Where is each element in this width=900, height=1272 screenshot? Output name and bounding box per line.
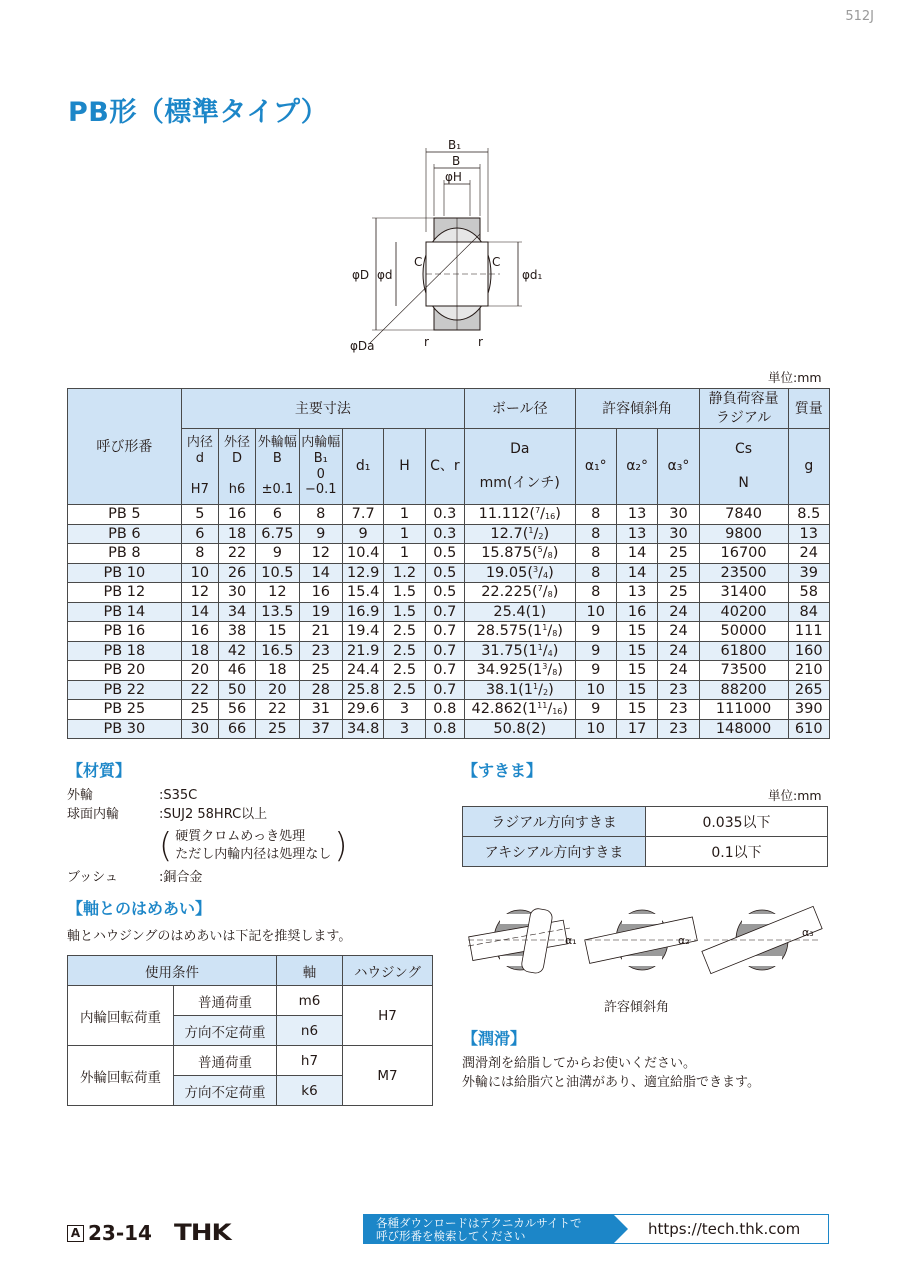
cell-H: 3 (384, 700, 425, 720)
cell-g: 111 (788, 622, 829, 642)
cell-D: 50 (218, 680, 255, 700)
header-ball: ボール径 (464, 389, 575, 429)
inner-ring-value: :SUJ2 58HRC以上 (159, 807, 268, 822)
header-inner-dia: 内径 d H7 (181, 429, 218, 505)
cell-d: 16 (181, 622, 218, 642)
axial-label: アキシアル方向すきま (463, 837, 646, 867)
cell-cr: 0.3 (425, 524, 464, 544)
radial-value: 0.035以下 (646, 807, 828, 837)
cell-name: PB 5 (68, 505, 182, 525)
cell-d: 30 (181, 719, 218, 739)
cell-cs: 16700 (699, 544, 788, 564)
cell-g: 24 (788, 544, 829, 564)
cell-D: 66 (218, 719, 255, 739)
header-a3: α₃° (658, 429, 699, 505)
clearance-unit: 単位:mm (768, 788, 822, 803)
cell-da: $22.225(^7/_8)$ (464, 583, 575, 603)
cell-d1: 21.9 (343, 641, 384, 661)
cell-cr: 0.5 (425, 583, 464, 603)
cell-da: $15.875(^5/_8)$ (464, 544, 575, 564)
section-badge: A (67, 1225, 84, 1242)
note-line2: ただし内輪内径は処理なし (175, 847, 332, 862)
cell-a1: 10 (575, 680, 616, 700)
tilt-a1-label: α₁ (565, 934, 577, 947)
fit-header-condition: 使用条件 (68, 956, 277, 986)
cell-a3: 25 (658, 544, 699, 564)
header-a1: α₁° (575, 429, 616, 505)
fit-inner-normal-shaft: m6 (277, 986, 343, 1016)
page-number: 23-14 (88, 1221, 152, 1245)
cell-H: 1 (384, 524, 425, 544)
cell-a3: 23 (658, 719, 699, 739)
cell-H: 2.5 (384, 680, 425, 700)
cell-da: $38.1(1^1/_2)$ (464, 680, 575, 700)
outer-ring-value: :S35C (159, 788, 198, 803)
cell-H: 3 (384, 719, 425, 739)
cell-name: PB 30 (68, 719, 182, 739)
cell-name: PB 10 (68, 563, 182, 583)
fit-description: 軸とハウジングのはめあいは下記を推奨します。 (67, 929, 352, 944)
cell-g: 160 (788, 641, 829, 661)
cell-d1: 9 (343, 524, 384, 544)
cell-B: 18 (256, 661, 299, 681)
bushing-label: ブッシュ (67, 870, 118, 885)
cell-d: 20 (181, 661, 218, 681)
cell-a1: 9 (575, 700, 616, 720)
cell-name: PB 16 (68, 622, 182, 642)
fit-heading: 【軸とのはめあい】 (67, 899, 212, 918)
cell-da: $28.575(1^1/_8)$ (464, 622, 575, 642)
cell-a2: 17 (616, 719, 657, 739)
header-mass: 質量 (788, 389, 829, 429)
cell-cs: 88200 (699, 680, 788, 700)
header-inner-width: 内輪幅 B₁ 0 −0.1 (299, 429, 342, 505)
cell-a2: 15 (616, 622, 657, 642)
cell-d: 5 (181, 505, 218, 525)
cell-g: 84 (788, 602, 829, 622)
page-code: 512J (845, 9, 874, 24)
table-row (68, 505, 830, 525)
cell-name: PB 25 (68, 700, 182, 720)
lube-line2: 外輪には給脂穴と油溝があり、適宜給脂できます。 (462, 1075, 760, 1090)
cell-d: 22 (181, 680, 218, 700)
header-outer-width: 外輪幅 B ±0.1 (256, 429, 299, 505)
outer-ring-label: 外輪 (67, 788, 94, 803)
cell-cr: 0.8 (425, 719, 464, 739)
cell-d1: 12.9 (343, 563, 384, 583)
fit-outer-indet: 方向不定荷重 (174, 1076, 277, 1106)
bushing-value: :銅合金 (159, 870, 203, 885)
table-row (68, 544, 830, 564)
cell-a1: 9 (575, 641, 616, 661)
label-phi-h: φH (445, 170, 462, 184)
fit-outer-normal-shaft: h7 (277, 1046, 343, 1076)
cell-B: 25 (256, 719, 299, 739)
tilt-a3-label: α₃ (802, 926, 814, 939)
cell-d1: 10.4 (343, 544, 384, 564)
fit-outer-indet-shaft: k6 (277, 1076, 343, 1106)
cell-B: 6.75 (256, 524, 299, 544)
cell-name: PB 22 (68, 680, 182, 700)
cell-cs: 31400 (699, 583, 788, 603)
cell-d1: 15.4 (343, 583, 384, 603)
header-a2: α₂° (616, 429, 657, 505)
cell-a2: 13 (616, 505, 657, 525)
cell-a2: 15 (616, 680, 657, 700)
cell-a1: 9 (575, 661, 616, 681)
label-phi-D: φD (352, 268, 370, 282)
tilt-a1 (468, 907, 577, 974)
cell-a2: 16 (616, 602, 657, 622)
label-phi-d: φd (377, 268, 393, 282)
cell-a1: 8 (575, 544, 616, 564)
cell-B1: 37 (299, 719, 342, 739)
header-cs: Cs N (699, 429, 788, 505)
header-main-dims: 主要寸法 (181, 389, 464, 429)
clearance-table (462, 806, 828, 867)
cell-d1: 24.4 (343, 661, 384, 681)
cell-da: 50.8(2) (464, 719, 575, 739)
cell-cs: 73500 (699, 661, 788, 681)
table-row (68, 602, 830, 622)
cell-d1: 29.6 (343, 700, 384, 720)
cell-cs: 148000 (699, 719, 788, 739)
download-text: 各種ダウンロードはテクニカルサイトで 呼び形番を検索してください (364, 1215, 614, 1243)
cell-cs: 50000 (699, 622, 788, 642)
cell-d: 14 (181, 602, 218, 622)
cell-B: 16.5 (256, 641, 299, 661)
cell-cs: 40200 (699, 602, 788, 622)
lube-line1: 潤滑剤を給脂してからお使いください。 (462, 1056, 697, 1071)
cell-g: 39 (788, 563, 829, 583)
cell-H: 2.5 (384, 661, 425, 681)
cell-a2: 15 (616, 641, 657, 661)
cell-d1: 19.4 (343, 622, 384, 642)
cell-d1: 7.7 (343, 505, 384, 525)
table-row (68, 524, 830, 544)
material-section (67, 786, 348, 887)
fit-inner-housing: H7 (343, 986, 433, 1046)
cell-a3: 24 (658, 602, 699, 622)
cell-d: 10 (181, 563, 218, 583)
cell-D: 38 (218, 622, 255, 642)
cell-D: 18 (218, 524, 255, 544)
cell-B1: 8 (299, 505, 342, 525)
thk-logo: THK (173, 1220, 231, 1246)
cell-cr: 0.7 (425, 661, 464, 681)
cell-a2: 15 (616, 661, 657, 681)
cell-a3: 30 (658, 524, 699, 544)
cell-H: 1.5 (384, 602, 425, 622)
fit-header-housing: ハウジング (343, 956, 433, 986)
cell-g: 58 (788, 583, 829, 603)
cell-cr: 0.8 (425, 700, 464, 720)
fit-inner-indet-shaft: n6 (277, 1016, 343, 1046)
cell-B1: 16 (299, 583, 342, 603)
cell-a3: 24 (658, 641, 699, 661)
cell-a2: 13 (616, 583, 657, 603)
label-phi-d1: φd₁ (522, 268, 543, 282)
tilt-a3 (702, 906, 822, 973)
cell-B1: 19 (299, 602, 342, 622)
fit-inner-normal: 普通荷重 (174, 986, 277, 1016)
tilt-a2 (585, 910, 698, 970)
label-r2: r (478, 335, 483, 349)
cell-cr: 0.7 (425, 602, 464, 622)
header-name: 呼び形番 (68, 389, 182, 505)
cell-name: PB 12 (68, 583, 182, 603)
cell-B1: 23 (299, 641, 342, 661)
lubrication-heading: 【潤滑】 (462, 1029, 527, 1048)
inner-ring-note: ( 硬質クロムめっき処理 ただし内輪内径は処理なし ) (159, 826, 348, 866)
label-r1: r (424, 335, 429, 349)
cell-d: 8 (181, 544, 218, 564)
table-row (68, 661, 830, 681)
cell-B: 20 (256, 680, 299, 700)
cell-cs: 23500 (699, 563, 788, 583)
cell-H: 1 (384, 505, 425, 525)
label-c-right: C (492, 255, 501, 269)
cell-cr: 0.7 (425, 680, 464, 700)
bearing-diagram (340, 138, 560, 360)
cell-cr: 0.7 (425, 641, 464, 661)
label-b1: B₁ (448, 138, 462, 152)
footer-left (67, 1218, 231, 1248)
lubrication-text (462, 1054, 760, 1092)
cell-da: 25.4(1) (464, 602, 575, 622)
cell-a1: 10 (575, 602, 616, 622)
cell-B1: 25 (299, 661, 342, 681)
cell-d1: 34.8 (343, 719, 384, 739)
cell-a3: 30 (658, 505, 699, 525)
cell-D: 22 (218, 544, 255, 564)
cell-B1: 28 (299, 680, 342, 700)
cell-cr: 0.3 (425, 505, 464, 525)
table-row (68, 680, 830, 700)
cell-D: 16 (218, 505, 255, 525)
fit-inner-indet: 方向不定荷重 (174, 1016, 277, 1046)
cell-d: 6 (181, 524, 218, 544)
cell-d1: 16.9 (343, 602, 384, 622)
fit-table (67, 955, 433, 1106)
label-c-left: C (414, 255, 423, 269)
site-url-link[interactable]: https://tech.thk.com (648, 1220, 801, 1238)
cell-a3: 24 (658, 661, 699, 681)
cell-B1: 14 (299, 563, 342, 583)
cell-g: 265 (788, 680, 829, 700)
inner-ring-label: 球面内輪 (67, 807, 120, 822)
page-title: PB形（標準タイプ） (68, 97, 329, 128)
cell-D: 56 (218, 700, 255, 720)
cell-d: 12 (181, 583, 218, 603)
cell-cr: 0.7 (425, 622, 464, 642)
cell-B: 10.5 (256, 563, 299, 583)
fit-outer-normal: 普通荷重 (174, 1046, 277, 1076)
table-row (68, 622, 830, 642)
cell-B1: 21 (299, 622, 342, 642)
cell-a2: 14 (616, 544, 657, 564)
cell-name: PB 14 (68, 602, 182, 622)
cell-name: PB 18 (68, 641, 182, 661)
table-row (68, 563, 830, 583)
cell-H: 1.5 (384, 583, 425, 603)
header-da: Da mm(インチ) (464, 429, 575, 505)
cell-H: 2.5 (384, 622, 425, 642)
cell-d: 18 (181, 641, 218, 661)
label-b: B (452, 154, 461, 168)
cell-H: 2.5 (384, 641, 425, 661)
unit-label: 単位:mm (768, 370, 822, 385)
cell-da: $12.7(^1/_2)$ (464, 524, 575, 544)
note-line1: 硬質クロムめっき処理 (175, 829, 306, 844)
cell-H: 1 (384, 544, 425, 564)
header-cr: C、r (425, 429, 464, 505)
axial-value: 0.1以下 (646, 837, 828, 867)
fit-inner-group: 内輪回転荷重 (68, 986, 174, 1046)
cell-da: $31.75(1^1/_4)$ (464, 641, 575, 661)
cell-da: $42.862(1^{11}/_{16})$ (464, 700, 575, 720)
cell-B: 12 (256, 583, 299, 603)
cell-D: 46 (218, 661, 255, 681)
fit-outer-housing: M7 (343, 1046, 433, 1106)
cell-cs: 61800 (699, 641, 788, 661)
cell-da: $19.05(^3/_4)$ (464, 563, 575, 583)
cell-name: PB 6 (68, 524, 182, 544)
cell-B: 22 (256, 700, 299, 720)
download-banner[interactable] (363, 1214, 829, 1244)
cell-a1: 8 (575, 563, 616, 583)
header-d1: d₁ (343, 429, 384, 505)
cell-D: 30 (218, 583, 255, 603)
cell-cs: 7840 (699, 505, 788, 525)
cell-B1: 9 (299, 524, 342, 544)
cell-name: PB 20 (68, 661, 182, 681)
cell-a2: 15 (616, 700, 657, 720)
header-h: H (384, 429, 425, 505)
cell-a2: 13 (616, 524, 657, 544)
cell-cs: 111000 (699, 700, 788, 720)
cell-a3: 24 (658, 622, 699, 642)
cell-g: 13 (788, 524, 829, 544)
cell-g: 390 (788, 700, 829, 720)
header-outer-dia: 外径 D h6 (218, 429, 255, 505)
cell-a1: 8 (575, 524, 616, 544)
header-tilt: 許容傾斜角 (575, 389, 699, 429)
radial-label: ラジアル方向すきま (463, 807, 646, 837)
spec-table (67, 388, 830, 739)
cell-g: 8.5 (788, 505, 829, 525)
cell-D: 42 (218, 641, 255, 661)
clearance-heading: 【すきま】 (462, 761, 543, 780)
cell-name: PB 8 (68, 544, 182, 564)
tilt-a2-label: α₂ (678, 934, 690, 947)
header-load: 静負荷容量 ラジアル (699, 389, 788, 429)
cell-cs: 9800 (699, 524, 788, 544)
cell-g: 210 (788, 661, 829, 681)
cell-g: 610 (788, 719, 829, 739)
header-g: g (788, 429, 829, 505)
cell-a3: 25 (658, 583, 699, 603)
material-heading: 【材質】 (67, 761, 132, 780)
label-phi-da: φDa (350, 339, 375, 353)
cell-D: 34 (218, 602, 255, 622)
fit-header-shaft: 軸 (277, 956, 343, 986)
cell-a1: 10 (575, 719, 616, 739)
fit-outer-group: 外輪回転荷重 (68, 1046, 174, 1106)
cell-a3: 23 (658, 700, 699, 720)
cell-B1: 31 (299, 700, 342, 720)
cell-B: 13.5 (256, 602, 299, 622)
cell-B: 9 (256, 544, 299, 564)
cell-d1: 25.8 (343, 680, 384, 700)
cell-a3: 25 (658, 563, 699, 583)
cell-H: 1.2 (384, 563, 425, 583)
cell-B1: 12 (299, 544, 342, 564)
cell-a3: 23 (658, 680, 699, 700)
cell-a1: 8 (575, 583, 616, 603)
cell-a1: 8 (575, 505, 616, 525)
cell-a1: 9 (575, 622, 616, 642)
cell-da: $34.925(1^3/_8)$ (464, 661, 575, 681)
table-row (68, 700, 830, 720)
cell-da: $11.112(^7/_{16})$ (464, 505, 575, 525)
table-row (68, 583, 830, 603)
cell-a2: 14 (616, 563, 657, 583)
table-row (68, 719, 830, 739)
cell-d: 25 (181, 700, 218, 720)
cell-B: 15 (256, 622, 299, 642)
table-row (68, 641, 830, 661)
cell-D: 26 (218, 563, 255, 583)
cell-B: 6 (256, 505, 299, 525)
cell-cr: 0.5 (425, 563, 464, 583)
cell-cr: 0.5 (425, 544, 464, 564)
tilt-figure (462, 900, 832, 990)
tilt-caption: 許容傾斜角 (604, 1000, 670, 1015)
